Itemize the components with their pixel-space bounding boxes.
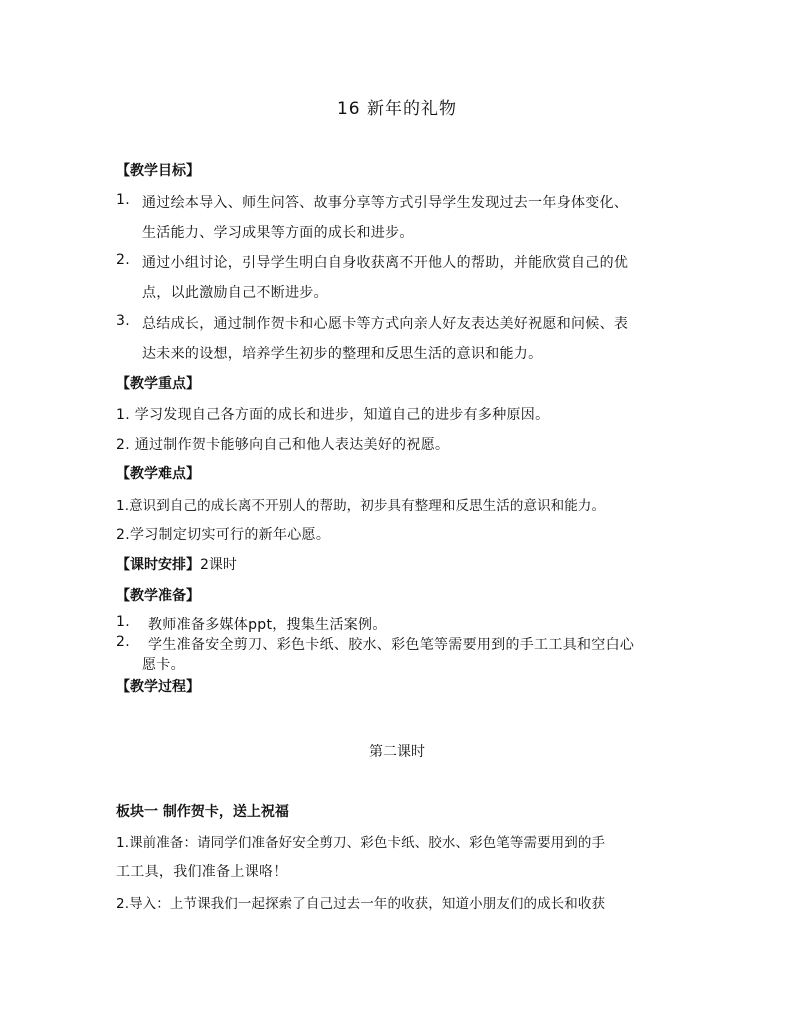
objective-3-line-2: 达未来的设想，培养学生初步的整理和反思生活的意识和能力。 — [142, 346, 543, 362]
difficulty-1: 1.意识到自己的成长离不开别人的帮助，初步具有整理和反思生活的意识和能力。 — [116, 498, 606, 514]
key-point-2: 2. 通过制作贺卡能够向自己和他人表达美好的祝愿。 — [116, 437, 450, 453]
document-title: 16 新年的礼物 — [336, 99, 458, 119]
objective-1-line-1: 通过绘本导入、师生问答、故事分享等方式引导学生发现过去一年身体变化、 — [142, 195, 629, 211]
difficulties-heading: 【教学难点】 — [116, 466, 200, 482]
preparation-heading: 【教学准备】 — [116, 588, 200, 604]
section-1-title: 板块一 制作贺卡，送上祝福 — [116, 804, 289, 820]
objective-3-line-1: 总结成长，通过制作贺卡和心愿卡等方式向亲人好友表达美好祝愿和问候、表 — [142, 316, 629, 332]
objective-3-num: 3. — [116, 313, 130, 329]
objective-2-line-2: 点，以此激励自己不断进步。 — [142, 285, 328, 301]
preparation-1-line-1: 教师准备多媒体ppt，搜集生活案例。 — [148, 617, 387, 633]
preparation-2-line-1: 学生准备安全剪刀、彩色卡纸、胶水、彩色笔等需要用到的手工工具和空白心 — [148, 637, 635, 653]
preparation-2-line-2: 愿卡。 — [142, 657, 185, 673]
section-1-para-1-line-2: 工工具，我们准备上课咯！ — [116, 864, 288, 880]
objectives-heading: 【教学目标】 — [116, 163, 200, 179]
key-points-heading: 【教学重点】 — [116, 376, 200, 392]
process-heading: 【教学过程】 — [116, 679, 200, 695]
preparation-2-num: 2. — [116, 634, 130, 650]
section-1-para-1-line-1: 1.课前准备：请同学们准备好安全剪刀、彩色卡纸、胶水、彩色笔等需要用到的手 — [116, 835, 606, 851]
schedule-row — [116, 554, 237, 574]
objective-1-line-2: 生活能力、学习成果等方面的成长和进步。 — [142, 225, 414, 241]
key-point-1: 1. 学习发现自己各方面的成长和进步，知道自己的进步有多种原因。 — [116, 407, 550, 423]
preparation-1-num: 1. — [116, 614, 130, 630]
lesson-title: 第二课时 — [369, 744, 425, 760]
difficulty-2: 2.学习制定切实可行的新年心愿。 — [116, 527, 331, 543]
section-1-para-2-line-1: 2.导入：上节课我们一起探索了自己过去一年的收获，知道小朋友们的成长和收获 — [116, 896, 606, 912]
schedule-value: 2课时 — [200, 557, 237, 573]
objective-2-num: 2. — [116, 252, 130, 268]
objective-2-line-1: 通过小组讨论，引导学生明白自身收获离不开他人的帮助，并能欣赏自己的优 — [142, 255, 629, 271]
schedule-heading: 【课时安排】 — [116, 557, 200, 573]
objective-1-num: 1. — [116, 192, 130, 208]
